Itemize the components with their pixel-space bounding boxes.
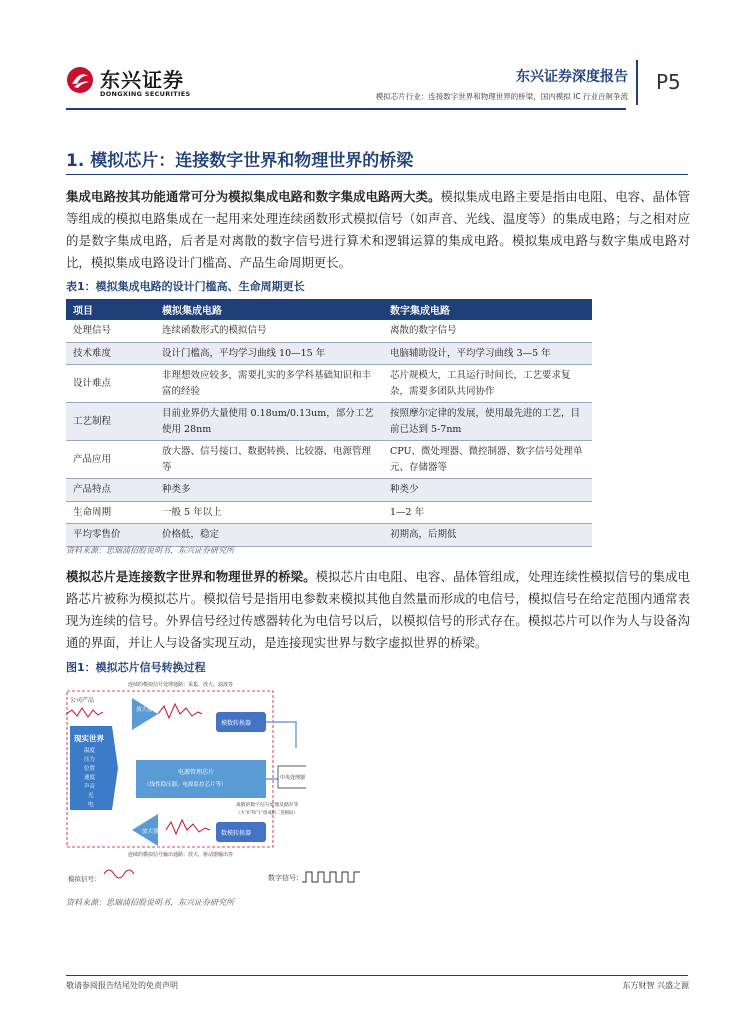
table-cell: 产品特点 [66, 479, 155, 502]
page-number: P5 [656, 70, 681, 94]
table-cell: 处理信号 [66, 320, 155, 342]
table-caption: 表1：模拟集成电路的设计门槛高、生命周期更长 [66, 280, 305, 293]
real-world-item: 光 [88, 793, 94, 799]
table-row [66, 479, 592, 502]
table-cell: 种类多 [155, 479, 383, 502]
paragraph-1-body: 模拟集成电路主要是指由电阻、电容、晶体管等组成的模拟电路集成在一起用来处理连续函数形式模拟信号（如声音、光线、温度等）的集成电路；与之相对应的是数字集成电路，后者是对离散的数字信号进行算术和逻辑运算的集成电路。模拟集成电路与数字集成电路对比，模拟集成电路设计门槛高、产品生命周期更长。 [66, 189, 691, 270]
amplified-wave [158, 704, 202, 718]
table-row [66, 342, 592, 365]
table-cell: 工艺制程 [66, 403, 155, 441]
table-cell: 连续函数形式的模拟信号 [155, 320, 383, 342]
table-header: 项目 [66, 299, 155, 320]
paragraph-2 [66, 566, 690, 654]
table-cell: 设计门槛高，平均学习曲线 10—15 年 [155, 342, 383, 365]
table-cell: 生命周期 [66, 501, 155, 524]
input-wave [66, 708, 103, 717]
table-cell: 芯片规模大，工具运行时间长，工艺要求复杂，需要多团队共同协作 [383, 365, 592, 403]
real-world-item: 温度 [84, 748, 96, 754]
amplifier-top-label: 放大器 [136, 707, 153, 713]
bottom-path-label: 连续的模拟信号输出通路：放大、驱动器输出等 [128, 852, 234, 858]
digital-note: 离散的数字信号处理及储存等 [236, 803, 299, 808]
footer-disclaimer: 敬请参阅报告结尾处的免责声明 [66, 981, 178, 990]
table-cell: 电脑辅助设计，平均学习曲线 3—5 年 [383, 342, 592, 365]
table-cell: 1—2 年 [383, 501, 592, 524]
real-world-title: 现实世界 [74, 734, 104, 743]
table-header: 数字集成电路 [383, 299, 592, 320]
table-cell: 价格低，稳定 [155, 524, 383, 547]
table-row [66, 501, 592, 524]
footer-slogan: 东方财智 兴盛之源 [622, 981, 689, 990]
output-wave [166, 820, 210, 834]
top-path-label: 连续的模拟信号处理通路：采集、放大、滤波等 [128, 682, 234, 688]
digital-legend-wave [302, 870, 362, 884]
table-cell: 产品应用 [66, 441, 155, 479]
logo-english: DONGXING SECURITIES [100, 90, 191, 98]
figure-source: 资料来源：思瑞浦招股说明书，东兴证券研究所 [66, 898, 234, 907]
table-cell: 种类少 [383, 479, 592, 502]
amplifier-bottom-label: 放大器 [142, 829, 159, 835]
table-row [66, 365, 592, 403]
table-cell: CPU、微处理器、微控制器、数字信号处理单元、存储器等 [383, 441, 592, 479]
table-cell: 非理想效应较多，需要扎实的多学科基础知识和丰富的经验 [155, 365, 383, 403]
paragraph-2-lead: 模拟芯片是连接数字世界和物理世界的桥梁。 [66, 569, 316, 584]
table-row [66, 403, 592, 441]
real-world-item: 声音 [84, 784, 96, 790]
arrow-to-cpu [266, 722, 296, 748]
digital-note-sub: （为“0”和“1”组成的二进制码） [236, 811, 298, 816]
adc-label: 模数转换器 [221, 720, 252, 727]
pmic-label: 电源管理芯片 [178, 769, 215, 776]
report-subtitle: 模拟芯片行业：连接数字世界和物理世界的桥梁，国内模拟 IC 行业百舸争流 [375, 92, 628, 101]
table-header: 模拟集成电路 [155, 299, 383, 320]
table-row [66, 524, 592, 547]
company-label: 公司产品 [70, 697, 95, 704]
table-cell: 平均零售价 [66, 524, 155, 547]
real-world-item: 压力 [84, 757, 96, 763]
amplifier-top [132, 698, 158, 730]
logo-icon [66, 66, 94, 94]
paragraph-1-lead: 集成电路按其功能通常可分为模拟集成电路和数字集成电路两大类。 [66, 189, 441, 204]
analog-legend-wave [104, 870, 134, 878]
table-cell: 一般 5 年以上 [155, 501, 383, 524]
section-rule [66, 174, 688, 175]
cpu-label: 中央处理器 [280, 775, 306, 781]
table-cell: 放大器、信号接口、数据转换、比较器、电源管理等 [155, 441, 383, 479]
real-world-item: 位置 [84, 766, 96, 772]
paragraph-1 [66, 186, 690, 274]
table-cell: 初期高，后期低 [383, 524, 592, 547]
table-row [66, 320, 592, 342]
header-rule [66, 108, 626, 110]
analog-legend: 模拟信号： [68, 875, 101, 883]
paragraph-2-body: 模拟芯片由电阻、电容、晶体管组成，处理连续性模拟信号的集成电路芯片被称为模拟芯片。模拟信号是指用电参数来模拟其他自然量而形成的电信号，模拟信号在给定范围内通常表现为连续的信号。外界信号经过传感器转化为电信号以后，以模拟信号的形式存在。模拟芯片可以作为人与设备沟通的界面，并让人与设备实现互动，是连接现实世界与数字虚拟世界的桥梁。 [66, 569, 691, 650]
footer-rule [66, 975, 688, 976]
pmic-sublabel: （线性稳压器、电源监控芯片等） [144, 782, 227, 788]
figure-caption: 图1：模拟芯片信号转换过程 [66, 661, 206, 674]
table-cell: 设计难点 [66, 365, 155, 403]
digital-legend: 数字信号： [268, 874, 303, 882]
comparison-table [66, 299, 592, 547]
report-title: 东兴证券深度报告 [516, 69, 628, 85]
table-row [66, 441, 592, 479]
pmic-box [136, 760, 266, 798]
signal-conversion-diagram [66, 678, 306, 888]
dac-label: 数模转换器 [221, 830, 252, 837]
logo-text: 东兴证券 [100, 68, 184, 92]
table-source: 资料来源：思瑞浦招股说明书，东兴证券研究所 [66, 546, 234, 555]
real-world-item: 电 [88, 802, 94, 808]
header-divider [636, 60, 638, 105]
section-title: 1. 模拟芯片：连接数字世界和物理世界的桥梁 [66, 151, 414, 171]
table-cell: 目前业界仍大量使用 0.18um/0.13um，部分工艺使用 28nm [155, 403, 383, 441]
table-cell: 技术难度 [66, 342, 155, 365]
table-cell: 按照摩尔定律的发展，使用最先进的工艺，目前已达到 5-7nm [383, 403, 592, 441]
real-world-item: 速度 [84, 775, 96, 781]
table-cell: 离散的数字信号 [383, 320, 592, 342]
